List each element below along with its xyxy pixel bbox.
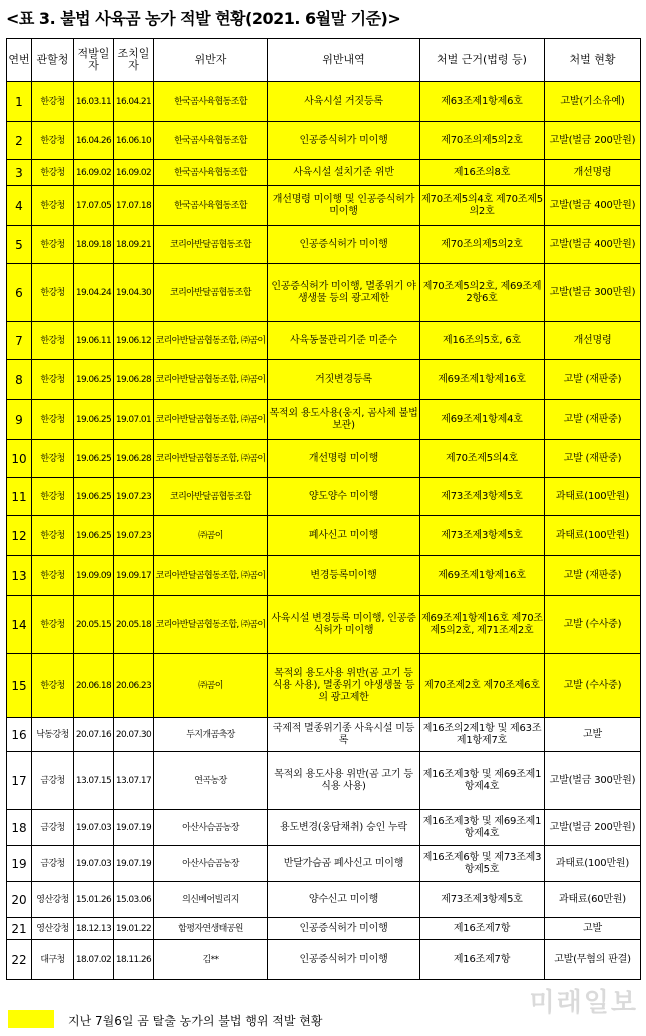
cell-violator: 한국곰사육협동조합 xyxy=(154,82,268,122)
legend-swatch xyxy=(8,1010,54,1028)
cell-violator: 아산사슴곰농장 xyxy=(154,846,268,882)
cell-violator: ㈜곰이 xyxy=(154,654,268,718)
cell-penalty: 고발 (재판중) xyxy=(545,440,641,478)
table-row xyxy=(7,516,641,556)
cell-office: 한강청 xyxy=(32,654,74,718)
cell-penalty: 고발(벌금 200만원) xyxy=(545,810,641,846)
violations-table xyxy=(6,38,641,980)
cell-action-date: 13.07.17 xyxy=(114,752,154,810)
cell-violation-detail: 폐사신고 미이행 xyxy=(268,516,420,556)
cell-action-date: 18.09.21 xyxy=(114,226,154,264)
cell-detect-date: 18.12.13 xyxy=(74,918,114,940)
cell-action-date: 19.01.22 xyxy=(114,918,154,940)
cell-action-date: 19.07.19 xyxy=(114,846,154,882)
cell-penalty: 고발(벌금 200만원) xyxy=(545,122,641,160)
cell-action-date: 16.09.02 xyxy=(114,160,154,186)
cell-action-date: 19.07.23 xyxy=(114,478,154,516)
cell-legal-basis: 제70조의제5의2호 xyxy=(420,122,545,160)
cell-violation-detail: 변경등록미이행 xyxy=(268,556,420,596)
table-row xyxy=(7,400,641,440)
cell-no: 8 xyxy=(7,360,32,400)
cell-legal-basis: 제16조의2제1항 및 제63조제1항제7호 xyxy=(420,718,545,752)
cell-violation-detail: 목적외 용도사용 위반(곰 고기 등 식용 사용), 멸종위기 야생생물 등의 광고제한 xyxy=(268,654,420,718)
cell-detect-date: 16.09.02 xyxy=(74,160,114,186)
cell-violation-detail: 국제적 멸종위기종 사육시설 미등록 xyxy=(268,718,420,752)
cell-no: 13 xyxy=(7,556,32,596)
table-row xyxy=(7,596,641,654)
cell-violation-detail: 인공증식허가 미이행 xyxy=(268,122,420,160)
cell-penalty: 고발(벌금 400만원) xyxy=(545,186,641,226)
cell-office: 한강청 xyxy=(32,226,74,264)
cell-office: 영산강청 xyxy=(32,882,74,918)
table-row xyxy=(7,918,641,940)
cell-penalty: 과태료(100만원) xyxy=(545,846,641,882)
cell-detect-date: 20.07.16 xyxy=(74,718,114,752)
cell-no: 1 xyxy=(7,82,32,122)
cell-detect-date: 20.05.15 xyxy=(74,596,114,654)
cell-office: 한강청 xyxy=(32,264,74,322)
cell-detect-date: 19.06.25 xyxy=(74,516,114,556)
cell-office: 금강청 xyxy=(32,752,74,810)
cell-violator: 연곡농장 xyxy=(154,752,268,810)
cell-detect-date: 13.07.15 xyxy=(74,752,114,810)
cell-violator: 의신베어빌리지 xyxy=(154,882,268,918)
cell-violation-detail: 사육동물관리기준 미준수 xyxy=(268,322,420,360)
cell-no: 15 xyxy=(7,654,32,718)
watermark: 미래일보 xyxy=(529,988,638,1018)
cell-office: 금강청 xyxy=(32,810,74,846)
cell-legal-basis: 제16조의5호, 6호 xyxy=(420,322,545,360)
cell-violation-detail: 목적외 용도사용(웅지, 곰사체 불법보관) xyxy=(268,400,420,440)
cell-violator: 코리아반달곰협동조합 xyxy=(154,264,268,322)
cell-detect-date: 19.06.25 xyxy=(74,440,114,478)
cell-violator: 코리아반달곰협동조합 xyxy=(154,478,268,516)
cell-detect-date: 18.07.02 xyxy=(74,940,114,980)
cell-legal-basis: 제16조제3항 및 제69조제1항제4호 xyxy=(420,752,545,810)
cell-penalty: 고발(벌금 300만원) xyxy=(545,264,641,322)
cell-office: 한강청 xyxy=(32,360,74,400)
cell-penalty: 고발 xyxy=(545,918,641,940)
header-no: 연번 xyxy=(7,39,32,82)
cell-violation-detail: 인공증식허가 미이행 xyxy=(268,918,420,940)
cell-action-date: 19.06.28 xyxy=(114,440,154,478)
legend-text: 지난 7월6일 곰 탈출 농가의 불법 행위 적발 현황 xyxy=(68,1014,323,1028)
cell-action-date: 19.04.30 xyxy=(114,264,154,322)
cell-detect-date: 19.07.03 xyxy=(74,810,114,846)
cell-no: 11 xyxy=(7,478,32,516)
cell-legal-basis: 제69조제1항제16호 xyxy=(420,360,545,400)
cell-penalty: 고발(벌금 400만원) xyxy=(545,226,641,264)
table-row xyxy=(7,264,641,322)
cell-violation-detail: 사육시설 설치기준 위반 xyxy=(268,160,420,186)
cell-action-date: 19.07.19 xyxy=(114,810,154,846)
cell-action-date: 20.05.18 xyxy=(114,596,154,654)
cell-penalty: 고발 (수사중) xyxy=(545,654,641,718)
table-row xyxy=(7,810,641,846)
cell-no: 2 xyxy=(7,122,32,160)
cell-office: 대구청 xyxy=(32,940,74,980)
table-row xyxy=(7,122,641,160)
header-penalty: 처벌 현황 xyxy=(545,39,641,82)
cell-detect-date: 16.04.26 xyxy=(74,122,114,160)
cell-penalty: 고발 (재판중) xyxy=(545,400,641,440)
cell-office: 한강청 xyxy=(32,322,74,360)
table-row xyxy=(7,226,641,264)
header-violation-detail: 위반내역 xyxy=(268,39,420,82)
table-row xyxy=(7,82,641,122)
cell-action-date: 17.07.18 xyxy=(114,186,154,226)
cell-violation-detail: 양수신고 미이행 xyxy=(268,882,420,918)
cell-penalty: 고발 (재판중) xyxy=(545,556,641,596)
cell-violation-detail: 인공증식허가 미이행 xyxy=(268,940,420,980)
cell-violator: 코리아반달곰협동조합, ㈜곰이 xyxy=(154,440,268,478)
cell-detect-date: 17.07.05 xyxy=(74,186,114,226)
table-row xyxy=(7,940,641,980)
cell-detect-date: 19.09.09 xyxy=(74,556,114,596)
table-row xyxy=(7,718,641,752)
cell-office: 한강청 xyxy=(32,82,74,122)
table-row xyxy=(7,556,641,596)
cell-violator: 코리아반달곰협동조합, ㈜곰이 xyxy=(154,322,268,360)
cell-violator: ㈜곰이 xyxy=(154,516,268,556)
cell-violator: 두지개곰축장 xyxy=(154,718,268,752)
cell-action-date: 19.06.28 xyxy=(114,360,154,400)
cell-no: 18 xyxy=(7,810,32,846)
cell-no: 17 xyxy=(7,752,32,810)
cell-detect-date: 19.06.25 xyxy=(74,400,114,440)
cell-no: 22 xyxy=(7,940,32,980)
cell-violation-detail: 개선명령 미이행 xyxy=(268,440,420,478)
cell-detect-date: 19.04.24 xyxy=(74,264,114,322)
cell-legal-basis: 제16조의8호 xyxy=(420,160,545,186)
cell-penalty: 과태료(100만원) xyxy=(545,478,641,516)
cell-violation-detail: 인공증식허가 미이행 xyxy=(268,226,420,264)
cell-office: 금강청 xyxy=(32,846,74,882)
cell-detect-date: 19.07.03 xyxy=(74,846,114,882)
cell-legal-basis: 제70조제5의4호 xyxy=(420,440,545,478)
cell-no: 3 xyxy=(7,160,32,186)
table-row xyxy=(7,322,641,360)
cell-violation-detail: 거짓변경등록 xyxy=(268,360,420,400)
header-legal-basis: 처벌 근거(법령 등) xyxy=(420,39,545,82)
cell-legal-basis: 제16조제7항 xyxy=(420,918,545,940)
cell-legal-basis: 제16조제7항 xyxy=(420,940,545,980)
cell-legal-basis: 제63조제1항제6호 xyxy=(420,82,545,122)
cell-no: 16 xyxy=(7,718,32,752)
header-action-date: 조치일자 xyxy=(114,39,154,82)
cell-office: 한강청 xyxy=(32,556,74,596)
cell-violation-detail: 개선명령 미이행 및 인공증식허가 미이행 xyxy=(268,186,420,226)
cell-no: 5 xyxy=(7,226,32,264)
cell-legal-basis: 제73조제3항제5호 xyxy=(420,478,545,516)
cell-legal-basis: 제69조제1항제16호 xyxy=(420,556,545,596)
cell-office: 한강청 xyxy=(32,400,74,440)
cell-office: 한강청 xyxy=(32,596,74,654)
cell-office: 한강청 xyxy=(32,440,74,478)
cell-violation-detail: 인공증식허가 미이행, 멸종위기 야생생물 등의 광고제한 xyxy=(268,264,420,322)
cell-office: 한강청 xyxy=(32,122,74,160)
cell-no: 7 xyxy=(7,322,32,360)
table-row xyxy=(7,360,641,400)
header-detect-date: 적발일자 xyxy=(74,39,114,82)
cell-action-date: 19.07.01 xyxy=(114,400,154,440)
cell-violator: 코리아반달곰협동조합, ㈜곰이 xyxy=(154,556,268,596)
cell-violation-detail: 반달가슴곰 폐사신고 미이행 xyxy=(268,846,420,882)
table-row xyxy=(7,478,641,516)
cell-no: 10 xyxy=(7,440,32,478)
cell-violator: 김** xyxy=(154,940,268,980)
cell-violation-detail: 목적외 용도사용 위반(곰 고기 등 식용 사용) xyxy=(268,752,420,810)
cell-office: 한강청 xyxy=(32,160,74,186)
cell-action-date: 15.03.06 xyxy=(114,882,154,918)
cell-penalty: 과태료(100만원) xyxy=(545,516,641,556)
cell-legal-basis: 제16조제3항 및 제69조제1항제4호 xyxy=(420,810,545,846)
cell-violation-detail: 사육시설 거짓등록 xyxy=(268,82,420,122)
cell-violation-detail: 양도양수 미이행 xyxy=(268,478,420,516)
cell-detect-date: 16.03.11 xyxy=(74,82,114,122)
cell-no: 12 xyxy=(7,516,32,556)
cell-penalty: 고발(무혐의 판결) xyxy=(545,940,641,980)
cell-detect-date: 20.06.18 xyxy=(74,654,114,718)
cell-legal-basis: 제70조제5의4호 제70조제5의2호 xyxy=(420,186,545,226)
cell-detect-date: 18.09.18 xyxy=(74,226,114,264)
cell-no: 6 xyxy=(7,264,32,322)
cell-penalty: 과태료(60만원) xyxy=(545,882,641,918)
cell-detect-date: 19.06.11 xyxy=(74,322,114,360)
header-violator: 위반자 xyxy=(154,39,268,82)
cell-violation-detail: 용도변경(웅담채취) 승인 누락 xyxy=(268,810,420,846)
cell-detect-date: 19.06.25 xyxy=(74,478,114,516)
cell-legal-basis: 제69조제1항제4호 xyxy=(420,400,545,440)
cell-office: 영산강청 xyxy=(32,918,74,940)
table-row xyxy=(7,882,641,918)
cell-legal-basis: 제73조제3항제5호 xyxy=(420,882,545,918)
cell-action-date: 20.06.23 xyxy=(114,654,154,718)
cell-action-date: 16.04.21 xyxy=(114,82,154,122)
cell-office: 한강청 xyxy=(32,186,74,226)
cell-penalty: 고발(벌금 300만원) xyxy=(545,752,641,810)
cell-violator: 한국곰사육협동조합 xyxy=(154,160,268,186)
cell-action-date: 18.11.26 xyxy=(114,940,154,980)
cell-office: 낙동강청 xyxy=(32,718,74,752)
cell-no: 21 xyxy=(7,918,32,940)
cell-penalty: 고발 (재판중) xyxy=(545,360,641,400)
cell-action-date: 19.07.23 xyxy=(114,516,154,556)
cell-legal-basis: 제70조제5의2호, 제69조제2항6호 xyxy=(420,264,545,322)
cell-violator: 코리아반달곰협동조합, ㈜곰이 xyxy=(154,360,268,400)
cell-violator: 아산사슴곰농장 xyxy=(154,810,268,846)
cell-no: 19 xyxy=(7,846,32,882)
cell-legal-basis: 제70조제2호 제70조제6호 xyxy=(420,654,545,718)
cell-violator: 한국곰사육협동조합 xyxy=(154,122,268,160)
header-row xyxy=(7,39,641,82)
cell-penalty: 고발 (수사중) xyxy=(545,596,641,654)
table-row xyxy=(7,752,641,810)
cell-penalty: 고발(기소유예) xyxy=(545,82,641,122)
cell-no: 9 xyxy=(7,400,32,440)
cell-no: 20 xyxy=(7,882,32,918)
cell-violator: 코리아반달곰협동조합, ㈜곰이 xyxy=(154,596,268,654)
cell-action-date: 19.09.17 xyxy=(114,556,154,596)
table-row xyxy=(7,160,641,186)
cell-violator: 한국곰사육협동조합 xyxy=(154,186,268,226)
cell-detect-date: 15.01.26 xyxy=(74,882,114,918)
cell-violation-detail: 사육시설 변경등록 미이행, 인공증식허가 미이행 xyxy=(268,596,420,654)
cell-violator: 코리아반달곰협동조합, ㈜곰이 xyxy=(154,400,268,440)
cell-no: 4 xyxy=(7,186,32,226)
table-title: <표 3. 불법 사육곰 농가 적발 현황(2021. 6월말 기준)> xyxy=(6,9,401,28)
cell-penalty: 고발 xyxy=(545,718,641,752)
cell-office: 한강청 xyxy=(32,478,74,516)
cell-action-date: 19.06.12 xyxy=(114,322,154,360)
cell-penalty: 개선명령 xyxy=(545,322,641,360)
cell-action-date: 16.06.10 xyxy=(114,122,154,160)
header-office: 관할청 xyxy=(32,39,74,82)
cell-detect-date: 19.06.25 xyxy=(74,360,114,400)
cell-office: 한강청 xyxy=(32,516,74,556)
cell-action-date: 20.07.30 xyxy=(114,718,154,752)
cell-legal-basis: 제70조의제5의2호 xyxy=(420,226,545,264)
cell-legal-basis: 제73조제3항제5호 xyxy=(420,516,545,556)
cell-penalty: 개선명령 xyxy=(545,160,641,186)
cell-legal-basis: 제69조제1항제16호 제70조제5의2호, 제71조제2호 xyxy=(420,596,545,654)
cell-no: 14 xyxy=(7,596,32,654)
cell-violator: 함평자연생태공원 xyxy=(154,918,268,940)
table-row xyxy=(7,440,641,478)
table-row xyxy=(7,846,641,882)
table-row xyxy=(7,186,641,226)
cell-violator: 코리아반달곰협동조합 xyxy=(154,226,268,264)
cell-legal-basis: 제16조제6항 및 제73조제3항제5호 xyxy=(420,846,545,882)
table-row xyxy=(7,654,641,718)
